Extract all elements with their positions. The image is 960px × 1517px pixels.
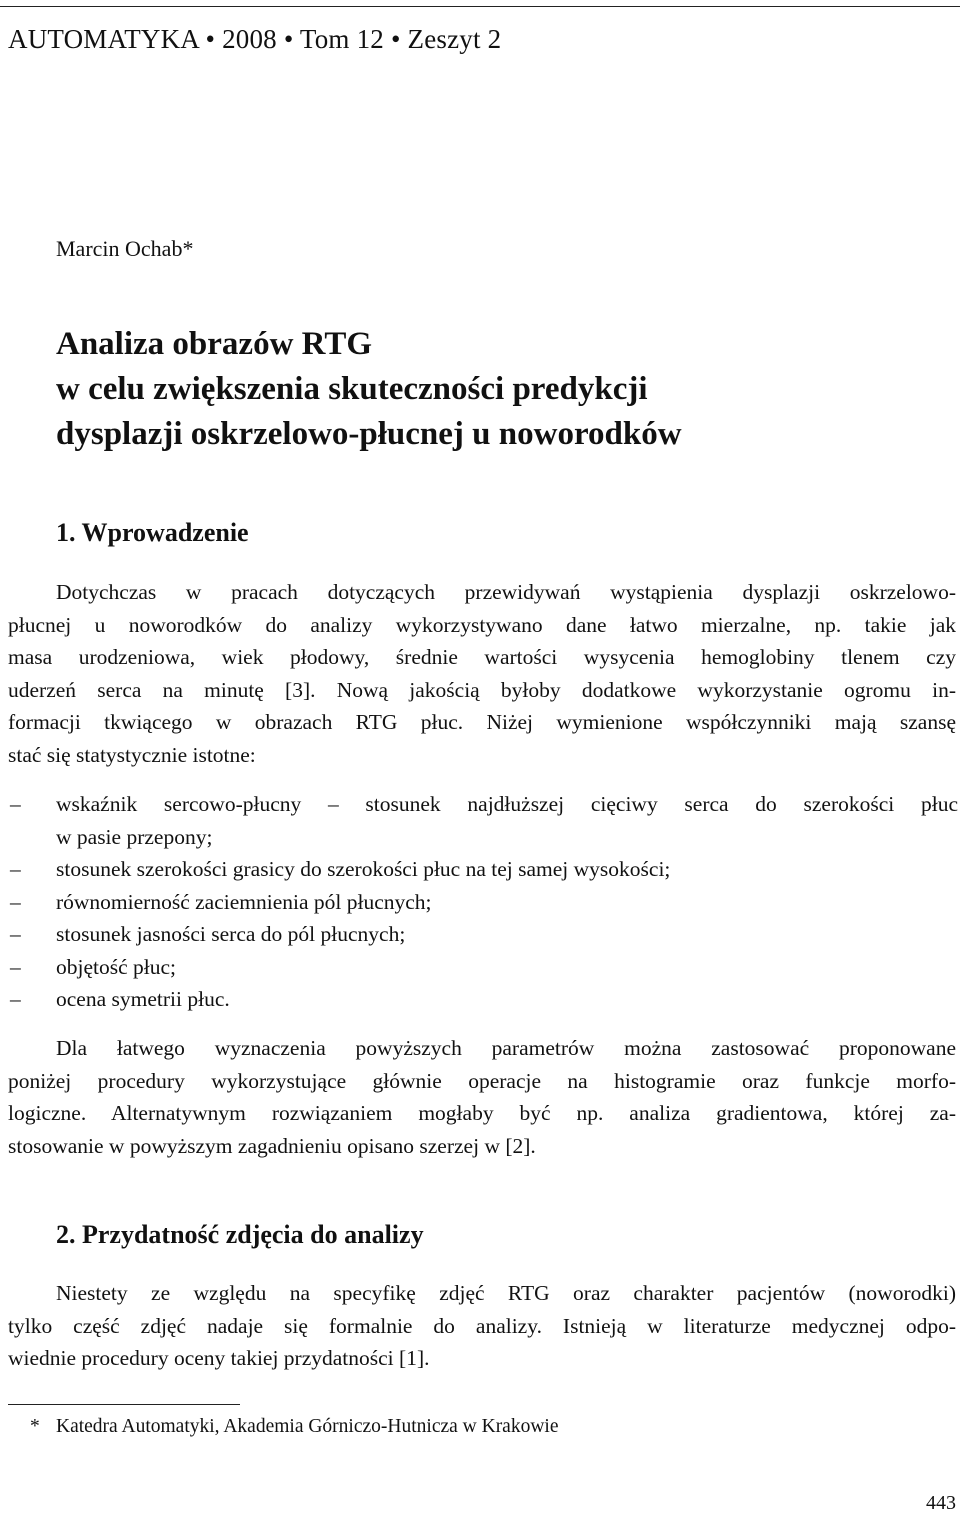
footnote-marker: * bbox=[30, 1416, 40, 1437]
section-2-paragraph-1 bbox=[8, 1277, 956, 1375]
section-1-heading: 1. Wprowadzenie bbox=[56, 518, 249, 547]
text-line: stać się statystycznie istotne: bbox=[8, 742, 256, 767]
text-line: stosunek szerokości grasicy do szerokości płuc na tej samej wysokości; bbox=[56, 857, 671, 881]
footnote-rule bbox=[8, 1404, 240, 1405]
list-item bbox=[8, 951, 958, 984]
title-line: Analiza obrazów RTG bbox=[56, 326, 372, 362]
author-name: Marcin Ochab* bbox=[56, 236, 194, 261]
footnote-text: Katedra Automatyki, Akademia Górniczo-Hutnicza w Krakowie bbox=[56, 1416, 559, 1437]
text-line: objętość płuc; bbox=[56, 954, 177, 979]
text-line: masa urodzeniowa, wiek płodowy, średnie wartości wysycenia hemoglobiny tlenem czy bbox=[8, 645, 956, 669]
paper-title bbox=[56, 322, 682, 457]
list-item bbox=[8, 983, 958, 1016]
text-line: Dotychczas w pracach dotyczących przewidywań wystąpienia dysplazji oskrzelowo- bbox=[56, 580, 956, 604]
text-line: ocena symetrii płuc. bbox=[56, 987, 230, 1011]
text-line: wskaźnik sercowo-płucny – stosunek najdłuższej cięciwy serca do szerokości płuc bbox=[56, 792, 958, 816]
text-line: Dla łatwego wyznaczenia powyższych parametrów można zastosować proponowane bbox=[56, 1036, 956, 1060]
text-line: płucnej u noworodków do analizy wykorzystywano dane łatwo mierzalne, np. takie jak bbox=[8, 612, 956, 637]
text-line: Niestety ze względu na specyfikę zdjęć RTG oraz charakter pacjentów (noworodki) bbox=[56, 1281, 956, 1305]
section-2-heading: 2. Przydatność zdjęcia do analizy bbox=[56, 1220, 424, 1249]
list-dash: – bbox=[10, 954, 21, 979]
list-dash: – bbox=[10, 922, 21, 946]
page-number: 443 bbox=[926, 1492, 956, 1514]
title-line: dysplazji oskrzelowo-płucnej u noworodków bbox=[56, 416, 682, 452]
section-1-paragraph-1 bbox=[8, 576, 956, 771]
list-dash: – bbox=[10, 792, 21, 816]
header-rule bbox=[0, 6, 960, 7]
text-line: poniżej procedury wykorzystujące głównie operacje na histogramie oraz funkcje morfo- bbox=[8, 1068, 956, 1093]
text-line: uderzeń serca na minutę [3]. Nową jakością byłoby dodatkowe wykorzystanie ogromu in- bbox=[8, 677, 956, 702]
list-item bbox=[8, 918, 958, 951]
title-line: w celu zwiększenia skuteczności predykcji bbox=[56, 371, 648, 407]
running-head: AUTOMATYKA • 2008 • Tom 12 • Zeszyt 2 bbox=[8, 24, 502, 54]
list-dash: – bbox=[10, 857, 21, 881]
list-dash: – bbox=[10, 987, 21, 1011]
section-1-paragraph-2 bbox=[8, 1032, 956, 1162]
text-line: formacji tkwiącego w obrazach RTG płuc. Niżej wymienione współczynniki mają szansę bbox=[8, 710, 956, 734]
text-line: tylko część zdjęć nadaje się formalnie do analizy. Istnieją w literaturze medycznej odpo- bbox=[8, 1313, 956, 1338]
footnote bbox=[30, 1416, 559, 1438]
coefficient-list bbox=[8, 788, 958, 1016]
text-line: w pasie przepony; bbox=[56, 824, 213, 849]
list-item bbox=[8, 886, 958, 919]
text-line: logiczne. Alternatywnym rozwiązaniem mogłaby być np. analiza gradientowa, której za- bbox=[8, 1101, 956, 1125]
text-line: równomierność zaciemnienia pól płucnych; bbox=[56, 889, 432, 914]
list-item bbox=[8, 853, 958, 886]
text-line: wiednie procedury oceny takiej przydatności [1]. bbox=[8, 1346, 430, 1370]
list-dash: – bbox=[10, 889, 21, 914]
text-line: stosowanie w powyższym zagadnieniu opisano szerzej w [2]. bbox=[8, 1133, 536, 1158]
text-line: stosunek jasności serca do pól płucnych; bbox=[56, 922, 406, 946]
list-item bbox=[8, 788, 958, 853]
